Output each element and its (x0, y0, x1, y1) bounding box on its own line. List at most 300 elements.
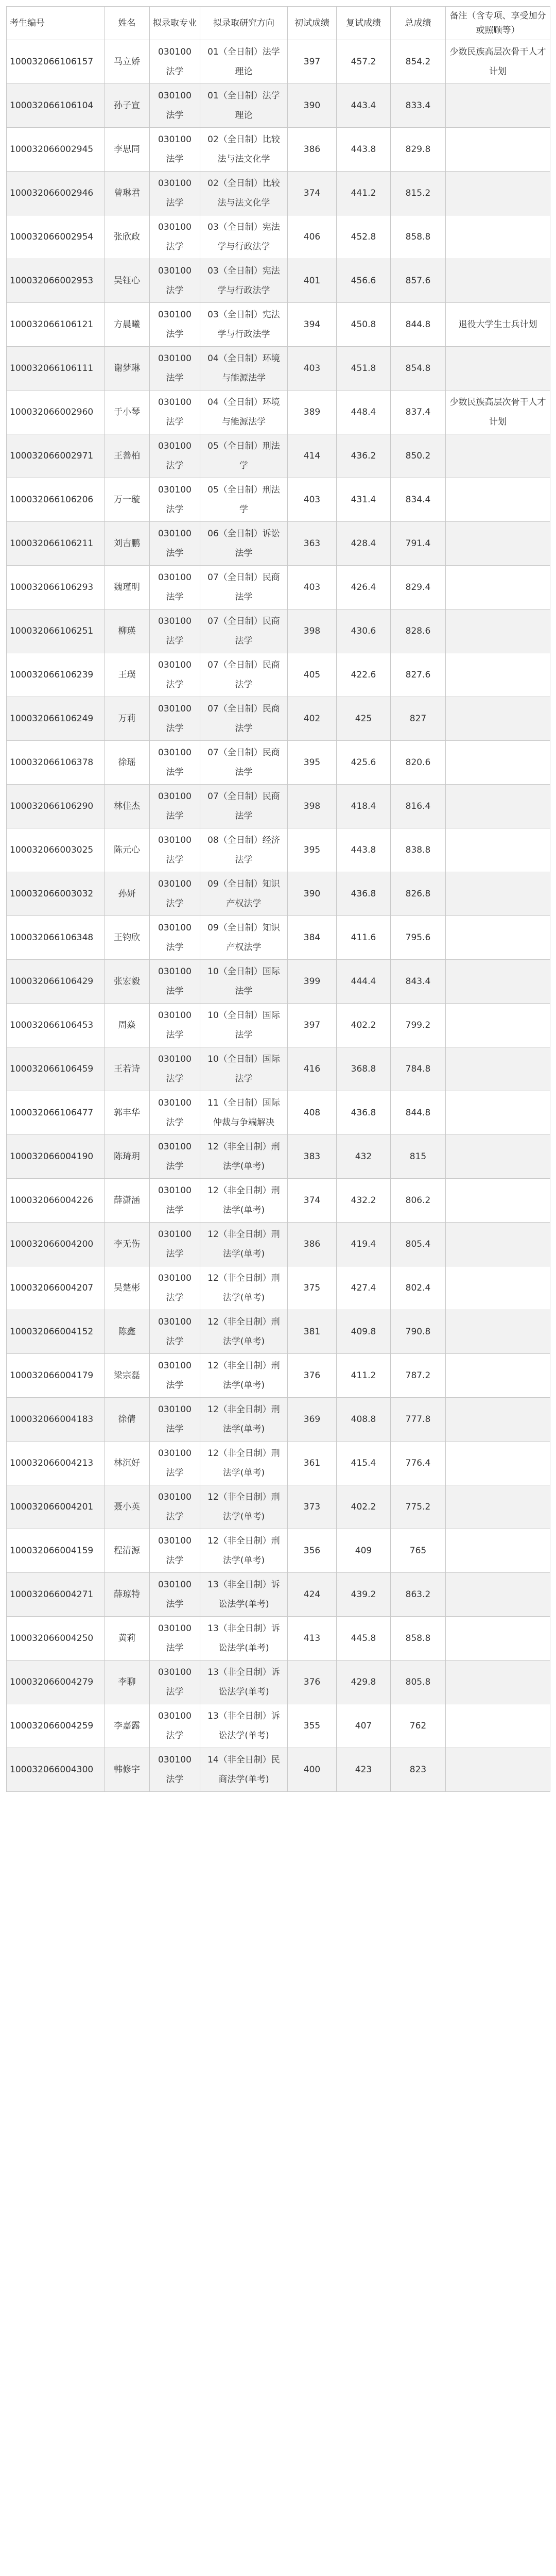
cell-retest-score: 409 (337, 1529, 391, 1573)
cell-total-score: 805.4 (391, 1223, 446, 1266)
cell-total-score: 790.8 (391, 1310, 446, 1354)
cell-direction: 07（全日制）民商法学 (200, 653, 288, 697)
cell-major: 030100 法学 (150, 215, 200, 259)
cell-retest-score: 423 (337, 1748, 391, 1792)
cell-direction: 13（非全日制）诉讼法学(单考) (200, 1617, 288, 1660)
cell-initial-score: 356 (288, 1529, 337, 1573)
table-row (7, 1442, 550, 1485)
header-name: 姓名 (105, 7, 150, 40)
cell-total-score: 858.8 (391, 215, 446, 259)
cell-retest-score: 402.2 (337, 1485, 391, 1529)
cell-major: 030100 法学 (150, 259, 200, 303)
cell-major: 030100 法学 (150, 522, 200, 566)
cell-note (446, 1266, 550, 1310)
cell-direction: 11（全日制）国际仲裁与争端解决 (200, 1091, 288, 1135)
cell-direction: 07（全日制）民商法学 (200, 566, 288, 609)
table-row (7, 1354, 550, 1398)
cell-id: 100032066004152 (7, 1310, 105, 1354)
table-row (7, 347, 550, 391)
cell-initial-score: 397 (288, 1004, 337, 1047)
cell-id: 100032066106104 (7, 84, 105, 128)
cell-id: 100032066106293 (7, 566, 105, 609)
cell-retest-score: 428.4 (337, 522, 391, 566)
cell-retest-score: 425.6 (337, 741, 391, 785)
cell-id: 100032066004271 (7, 1573, 105, 1617)
cell-retest-score: 441.2 (337, 172, 391, 215)
cell-total-score: 827.6 (391, 653, 446, 697)
table-row (7, 872, 550, 916)
cell-id: 100032066106251 (7, 609, 105, 653)
cell-id: 100032066003025 (7, 828, 105, 872)
cell-id: 100032066106378 (7, 741, 105, 785)
cell-name: 谢梦琳 (105, 347, 150, 391)
cell-retest-score: 443.4 (337, 84, 391, 128)
table-row (7, 1660, 550, 1704)
cell-id: 100032066106459 (7, 1047, 105, 1091)
cell-total-score: 791.4 (391, 522, 446, 566)
cell-initial-score: 355 (288, 1704, 337, 1748)
cell-major: 030100 法学 (150, 1617, 200, 1660)
cell-direction: 10（全日制）国际法学 (200, 1047, 288, 1091)
cell-major: 030100 法学 (150, 303, 200, 347)
cell-retest-score: 418.4 (337, 785, 391, 828)
cell-total-score: 795.6 (391, 916, 446, 960)
header-retest-score: 复试成绩 (337, 7, 391, 40)
cell-initial-score: 408 (288, 1091, 337, 1135)
cell-major: 030100 法学 (150, 1223, 200, 1266)
cell-total-score: 815 (391, 1135, 446, 1179)
cell-retest-score: 402.2 (337, 1004, 391, 1047)
cell-name: 王璞 (105, 653, 150, 697)
cell-major: 030100 法学 (150, 960, 200, 1004)
cell-major: 030100 法学 (150, 478, 200, 522)
cell-name: 李无伤 (105, 1223, 150, 1266)
cell-total-score: 826.8 (391, 872, 446, 916)
cell-retest-score: 368.8 (337, 1047, 391, 1091)
cell-note (446, 1179, 550, 1223)
cell-initial-score: 398 (288, 609, 337, 653)
cell-id: 100032066002954 (7, 215, 105, 259)
cell-name: 薛琼特 (105, 1573, 150, 1617)
cell-initial-score: 374 (288, 172, 337, 215)
table-row (7, 434, 550, 478)
cell-total-score: 844.8 (391, 303, 446, 347)
cell-id: 100032066004259 (7, 1704, 105, 1748)
cell-id: 100032066004159 (7, 1529, 105, 1573)
cell-retest-score: 436.8 (337, 872, 391, 916)
cell-retest-score: 452.8 (337, 215, 391, 259)
cell-initial-score: 403 (288, 347, 337, 391)
cell-major: 030100 法学 (150, 697, 200, 741)
cell-retest-score: 436.8 (337, 1091, 391, 1135)
cell-name: 魏瑾明 (105, 566, 150, 609)
cell-retest-score: 457.2 (337, 40, 391, 84)
cell-name: 马立娇 (105, 40, 150, 84)
cell-note (446, 609, 550, 653)
cell-direction: 03（全日制）宪法学与行政法学 (200, 215, 288, 259)
cell-direction: 12（非全日制）刑法学(单考) (200, 1179, 288, 1223)
cell-retest-score: 419.4 (337, 1223, 391, 1266)
cell-initial-score: 394 (288, 303, 337, 347)
cell-direction: 05（全日制）刑法学 (200, 434, 288, 478)
cell-id: 100032066106249 (7, 697, 105, 741)
cell-major: 030100 法学 (150, 1442, 200, 1485)
cell-total-score: 828.6 (391, 609, 446, 653)
cell-name: 于小琴 (105, 391, 150, 434)
table-row (7, 916, 550, 960)
cell-note (446, 522, 550, 566)
cell-id: 100032066106157 (7, 40, 105, 84)
cell-retest-score: 432.2 (337, 1179, 391, 1223)
cell-direction: 12（非全日制）刑法学(单考) (200, 1529, 288, 1573)
cell-total-score: 815.2 (391, 172, 446, 215)
cell-total-score: 844.8 (391, 1091, 446, 1135)
cell-id: 100032066002960 (7, 391, 105, 434)
cell-note (446, 1704, 550, 1748)
cell-direction: 13（非全日制）诉讼法学(单考) (200, 1573, 288, 1617)
table-row (7, 84, 550, 128)
table-row (7, 172, 550, 215)
cell-note (446, 653, 550, 697)
cell-total-score: 802.4 (391, 1266, 446, 1310)
cell-direction: 02（全日制）比较法与法文化学 (200, 128, 288, 172)
cell-direction: 14（非全日制）民商法学(单考) (200, 1748, 288, 1792)
cell-retest-score: 431.4 (337, 478, 391, 522)
cell-direction: 07（全日制）民商法学 (200, 609, 288, 653)
cell-total-score: 799.2 (391, 1004, 446, 1047)
cell-initial-score: 400 (288, 1748, 337, 1792)
cell-direction: 12（非全日制）刑法学(单考) (200, 1223, 288, 1266)
cell-note (446, 1485, 550, 1529)
header-total-score: 总成绩 (391, 7, 446, 40)
cell-name: 林沉好 (105, 1442, 150, 1485)
cell-total-score: 837.4 (391, 391, 446, 434)
cell-note (446, 1660, 550, 1704)
cell-initial-score: 424 (288, 1573, 337, 1617)
cell-note (446, 1047, 550, 1091)
cell-major: 030100 法学 (150, 84, 200, 128)
cell-total-score: 806.2 (391, 1179, 446, 1223)
cell-name: 周焱 (105, 1004, 150, 1047)
cell-name: 薛潇涵 (105, 1179, 150, 1223)
cell-name: 孙子宣 (105, 84, 150, 128)
cell-name: 程清源 (105, 1529, 150, 1573)
cell-id: 100032066106111 (7, 347, 105, 391)
cell-direction: 04（全日制）环境与能源法学 (200, 347, 288, 391)
cell-retest-score: 445.8 (337, 1617, 391, 1660)
table-row (7, 522, 550, 566)
table-row (7, 1573, 550, 1617)
cell-total-score: 816.4 (391, 785, 446, 828)
table-row (7, 1091, 550, 1135)
table-row (7, 1398, 550, 1442)
cell-major: 030100 法学 (150, 1047, 200, 1091)
cell-name: 陈鑫 (105, 1310, 150, 1354)
cell-name: 万一璇 (105, 478, 150, 522)
cell-initial-score: 363 (288, 522, 337, 566)
cell-id: 100032066004226 (7, 1179, 105, 1223)
cell-direction: 12（非全日制）刑法学(单考) (200, 1354, 288, 1398)
cell-major: 030100 法学 (150, 172, 200, 215)
cell-direction: 08（全日制）经济法学 (200, 828, 288, 872)
cell-initial-score: 401 (288, 259, 337, 303)
cell-direction: 03（全日制）宪法学与行政法学 (200, 303, 288, 347)
cell-major: 030100 法学 (150, 1529, 200, 1573)
cell-major: 030100 法学 (150, 1704, 200, 1748)
cell-note (446, 1398, 550, 1442)
cell-initial-score: 406 (288, 215, 337, 259)
cell-name: 黄莉 (105, 1617, 150, 1660)
cell-initial-score: 390 (288, 872, 337, 916)
cell-major: 030100 法学 (150, 1091, 200, 1135)
cell-major: 030100 法学 (150, 872, 200, 916)
cell-initial-score: 386 (288, 128, 337, 172)
cell-id: 100032066106477 (7, 1091, 105, 1135)
cell-note (446, 1748, 550, 1792)
cell-note (446, 1004, 550, 1047)
cell-total-score: 838.8 (391, 828, 446, 872)
table-row (7, 1310, 550, 1354)
table-row (7, 828, 550, 872)
cell-id: 100032066004207 (7, 1266, 105, 1310)
cell-initial-score: 386 (288, 1223, 337, 1266)
cell-direction: 12（非全日制）刑法学(单考) (200, 1398, 288, 1442)
cell-direction: 01（全日制）法学理论 (200, 84, 288, 128)
cell-retest-score: 451.8 (337, 347, 391, 391)
cell-name: 方晨曦 (105, 303, 150, 347)
cell-initial-score: 369 (288, 1398, 337, 1442)
table-body (7, 40, 550, 1792)
cell-id: 100032066003032 (7, 872, 105, 916)
cell-initial-score: 399 (288, 960, 337, 1004)
cell-retest-score: 409.8 (337, 1310, 391, 1354)
cell-id: 100032066004201 (7, 1485, 105, 1529)
cell-name: 林佳杰 (105, 785, 150, 828)
cell-retest-score: 439.2 (337, 1573, 391, 1617)
cell-initial-score: 383 (288, 1135, 337, 1179)
cell-total-score: 863.2 (391, 1573, 446, 1617)
cell-total-score: 776.4 (391, 1442, 446, 1485)
table-row (7, 303, 550, 347)
cell-major: 030100 法学 (150, 1398, 200, 1442)
cell-total-score: 820.6 (391, 741, 446, 785)
cell-initial-score: 416 (288, 1047, 337, 1091)
cell-name: 张宏毅 (105, 960, 150, 1004)
cell-total-score: 827 (391, 697, 446, 741)
cell-name: 李嘉露 (105, 1704, 150, 1748)
cell-id: 100032066106121 (7, 303, 105, 347)
cell-note (446, 1573, 550, 1617)
table-row (7, 1047, 550, 1091)
cell-note (446, 828, 550, 872)
cell-note (446, 785, 550, 828)
cell-retest-score: 443.8 (337, 828, 391, 872)
cell-note (446, 1617, 550, 1660)
cell-id: 100032066004250 (7, 1617, 105, 1660)
cell-total-score: 854.2 (391, 40, 446, 84)
header-major: 拟录取专业 (150, 7, 200, 40)
table-row (7, 128, 550, 172)
cell-major: 030100 法学 (150, 1354, 200, 1398)
cell-note (446, 172, 550, 215)
cell-total-score: 823 (391, 1748, 446, 1792)
cell-note (446, 1310, 550, 1354)
table-row (7, 259, 550, 303)
cell-total-score: 777.8 (391, 1398, 446, 1442)
cell-total-score: 775.2 (391, 1485, 446, 1529)
cell-direction: 13（非全日制）诉讼法学(单考) (200, 1704, 288, 1748)
cell-total-score: 850.2 (391, 434, 446, 478)
cell-major: 030100 法学 (150, 434, 200, 478)
cell-note (446, 1091, 550, 1135)
table-row (7, 785, 550, 828)
cell-major: 030100 法学 (150, 1004, 200, 1047)
cell-name: 陈元心 (105, 828, 150, 872)
cell-direction: 02（全日制）比较法与法文化学 (200, 172, 288, 215)
cell-direction: 04（全日制）环境与能源法学 (200, 391, 288, 434)
cell-name: 聂小英 (105, 1485, 150, 1529)
cell-major: 030100 法学 (150, 609, 200, 653)
cell-direction: 12（非全日制）刑法学(单考) (200, 1135, 288, 1179)
table-row (7, 215, 550, 259)
cell-initial-score: 403 (288, 478, 337, 522)
cell-note: 少数民族高层次骨干人才计划 (446, 391, 550, 434)
cell-note (446, 215, 550, 259)
cell-retest-score: 425 (337, 697, 391, 741)
cell-total-score: 829.4 (391, 566, 446, 609)
cell-note (446, 1442, 550, 1485)
cell-initial-score: 402 (288, 697, 337, 741)
cell-major: 030100 法学 (150, 1485, 200, 1529)
cell-total-score: 834.4 (391, 478, 446, 522)
cell-name: 李聊 (105, 1660, 150, 1704)
table-row (7, 1179, 550, 1223)
cell-total-score: 843.4 (391, 960, 446, 1004)
table-row (7, 566, 550, 609)
cell-note (446, 478, 550, 522)
cell-id: 100032066106429 (7, 960, 105, 1004)
header-initial-score: 初试成绩 (288, 7, 337, 40)
cell-retest-score: 444.4 (337, 960, 391, 1004)
cell-major: 030100 法学 (150, 1748, 200, 1792)
cell-major: 030100 法学 (150, 1573, 200, 1617)
table-row (7, 1704, 550, 1748)
cell-initial-score: 413 (288, 1617, 337, 1660)
cell-initial-score: 405 (288, 653, 337, 697)
cell-direction: 03（全日制）宪法学与行政法学 (200, 259, 288, 303)
cell-major: 030100 法学 (150, 128, 200, 172)
cell-retest-score: 411.2 (337, 1354, 391, 1398)
cell-retest-score: 436.2 (337, 434, 391, 478)
cell-id: 100032066106290 (7, 785, 105, 828)
cell-major: 030100 法学 (150, 741, 200, 785)
table-row (7, 478, 550, 522)
cell-direction: 12（非全日制）刑法学(单考) (200, 1442, 288, 1485)
cell-major: 030100 法学 (150, 828, 200, 872)
cell-name: 王钧欣 (105, 916, 150, 960)
cell-name: 万莉 (105, 697, 150, 741)
cell-retest-score: 426.4 (337, 566, 391, 609)
header-note: 备注（含专项、享受加分或照顾等） (446, 7, 550, 40)
header-row (7, 7, 550, 40)
cell-retest-score: 429.8 (337, 1660, 391, 1704)
cell-id: 100032066004300 (7, 1748, 105, 1792)
cell-direction: 05（全日制）刑法学 (200, 478, 288, 522)
cell-initial-score: 403 (288, 566, 337, 609)
cell-retest-score: 456.6 (337, 259, 391, 303)
cell-major: 030100 法学 (150, 566, 200, 609)
cell-note (446, 259, 550, 303)
cell-initial-score: 389 (288, 391, 337, 434)
cell-total-score: 857.6 (391, 259, 446, 303)
cell-direction: 07（全日制）民商法学 (200, 785, 288, 828)
cell-total-score: 787.2 (391, 1354, 446, 1398)
cell-id: 100032066002971 (7, 434, 105, 478)
cell-name: 曾琳君 (105, 172, 150, 215)
cell-initial-score: 395 (288, 741, 337, 785)
cell-note (446, 434, 550, 478)
cell-direction: 13（非全日制）诉讼法学(单考) (200, 1660, 288, 1704)
cell-initial-score: 397 (288, 40, 337, 84)
cell-direction: 12（非全日制）刑法学(单考) (200, 1266, 288, 1310)
table-row (7, 1266, 550, 1310)
cell-name: 郭丰华 (105, 1091, 150, 1135)
cell-id: 100032066002945 (7, 128, 105, 172)
cell-initial-score: 414 (288, 434, 337, 478)
cell-major: 030100 法学 (150, 785, 200, 828)
cell-major: 030100 法学 (150, 1660, 200, 1704)
cell-note (446, 1529, 550, 1573)
table-row (7, 741, 550, 785)
cell-initial-score: 384 (288, 916, 337, 960)
cell-name: 徐瑶 (105, 741, 150, 785)
cell-note (446, 741, 550, 785)
table-row (7, 1748, 550, 1792)
table-row (7, 1485, 550, 1529)
cell-id: 100032066106453 (7, 1004, 105, 1047)
cell-direction: 10（全日制）国际法学 (200, 960, 288, 1004)
cell-name: 韩修宇 (105, 1748, 150, 1792)
cell-total-score: 854.8 (391, 347, 446, 391)
cell-id: 100032066004190 (7, 1135, 105, 1179)
cell-id: 100032066002953 (7, 259, 105, 303)
table-row (7, 960, 550, 1004)
cell-initial-score: 398 (288, 785, 337, 828)
cell-initial-score: 395 (288, 828, 337, 872)
table-row (7, 609, 550, 653)
cell-initial-score: 390 (288, 84, 337, 128)
cell-id: 100032066004200 (7, 1223, 105, 1266)
cell-direction: 07（全日制）民商法学 (200, 741, 288, 785)
cell-note (446, 1354, 550, 1398)
cell-total-score: 805.8 (391, 1660, 446, 1704)
cell-direction: 07（全日制）民商法学 (200, 697, 288, 741)
cell-initial-score: 361 (288, 1442, 337, 1485)
cell-retest-score: 432 (337, 1135, 391, 1179)
cell-direction: 10（全日制）国际法学 (200, 1004, 288, 1047)
cell-note (446, 1135, 550, 1179)
cell-note (446, 84, 550, 128)
cell-id: 100032066004179 (7, 1354, 105, 1398)
cell-major: 030100 法学 (150, 1310, 200, 1354)
table-row (7, 1529, 550, 1573)
cell-retest-score: 430.6 (337, 609, 391, 653)
cell-major: 030100 法学 (150, 391, 200, 434)
cell-name: 徐倩 (105, 1398, 150, 1442)
table-row (7, 1617, 550, 1660)
cell-note (446, 1223, 550, 1266)
cell-initial-score: 381 (288, 1310, 337, 1354)
